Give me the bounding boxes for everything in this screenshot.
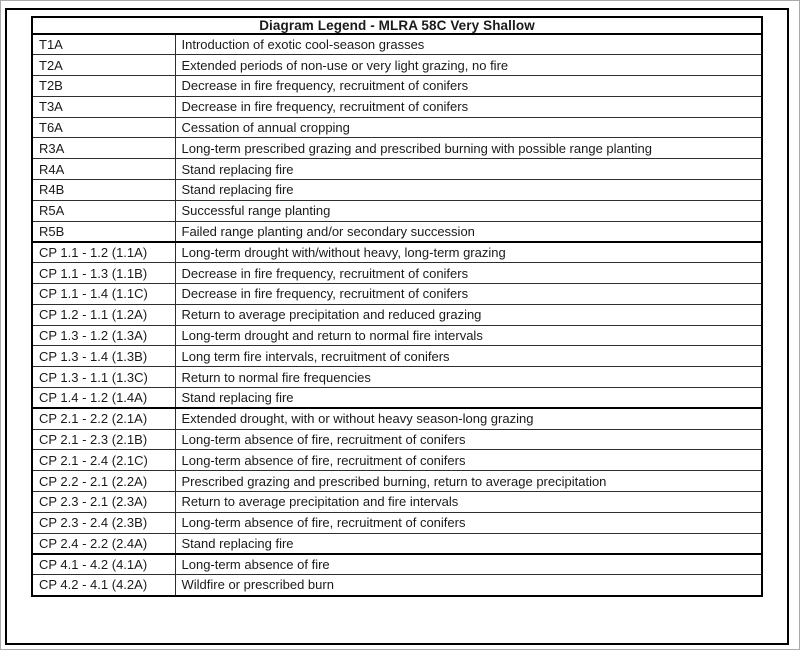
table-row bbox=[32, 575, 762, 596]
table-row bbox=[32, 533, 762, 554]
legend-code-cell: CP 2.3 - 2.1 (2.3A) bbox=[32, 492, 175, 513]
legend-description-cell: Prescribed grazing and prescribed burning, return to average precipitation bbox=[175, 471, 762, 492]
legend-code-cell: CP 1.1 - 1.4 (1.1C) bbox=[32, 284, 175, 305]
legend-code-cell: CP 4.2 - 4.1 (4.2A) bbox=[32, 575, 175, 596]
legend-description-cell: Introduction of exotic cool-season grasses bbox=[175, 34, 762, 55]
table-row bbox=[32, 304, 762, 325]
legend-description-cell: Extended drought, with or without heavy season-long grazing bbox=[175, 408, 762, 429]
legend-description-cell: Stand replacing fire bbox=[175, 388, 762, 409]
table-row bbox=[32, 263, 762, 284]
legend-description-cell: Long-term absence of fire, recruitment of conifers bbox=[175, 512, 762, 533]
table-row bbox=[32, 159, 762, 180]
legend-description-cell: Long-term drought with/without heavy, long-term grazing bbox=[175, 242, 762, 263]
legend-description-cell: Long-term absence of fire, recruitment of conifers bbox=[175, 429, 762, 450]
table-row bbox=[32, 471, 762, 492]
legend-title-row bbox=[32, 17, 762, 34]
table-row bbox=[32, 242, 762, 263]
diagram-legend-table bbox=[31, 16, 763, 597]
table-row bbox=[32, 76, 762, 97]
table-row bbox=[32, 221, 762, 242]
table-row bbox=[32, 55, 762, 76]
legend-description-cell: Successful range planting bbox=[175, 200, 762, 221]
legend-code-cell: R4A bbox=[32, 159, 175, 180]
legend-description-cell: Long-term drought and return to normal fire intervals bbox=[175, 325, 762, 346]
legend-code-cell: CP 2.4 - 2.2 (2.4A) bbox=[32, 533, 175, 554]
legend-description-cell: Decrease in fire frequency, recruitment of conifers bbox=[175, 96, 762, 117]
legend-description-cell: Stand replacing fire bbox=[175, 533, 762, 554]
legend-description-cell: Long term fire intervals, recruitment of conifers bbox=[175, 346, 762, 367]
table-row bbox=[32, 200, 762, 221]
legend-code-cell: CP 2.3 - 2.4 (2.3B) bbox=[32, 512, 175, 533]
legend-code-cell: CP 1.2 - 1.1 (1.2A) bbox=[32, 304, 175, 325]
legend-code-cell: CP 2.1 - 2.2 (2.1A) bbox=[32, 408, 175, 429]
legend-code-cell: R4B bbox=[32, 180, 175, 201]
legend-code-cell: CP 1.4 - 1.2 (1.4A) bbox=[32, 388, 175, 409]
table-row bbox=[32, 34, 762, 55]
table-row bbox=[32, 388, 762, 409]
legend-description-cell: Stand replacing fire bbox=[175, 159, 762, 180]
legend-table-body bbox=[32, 34, 762, 596]
table-row bbox=[32, 346, 762, 367]
legend-description-cell: Stand replacing fire bbox=[175, 180, 762, 201]
legend-code-cell: CP 1.3 - 1.2 (1.3A) bbox=[32, 325, 175, 346]
legend-description-cell: Long-term absence of fire bbox=[175, 554, 762, 575]
table-row bbox=[32, 96, 762, 117]
legend-code-cell: T3A bbox=[32, 96, 175, 117]
legend-description-cell: Long-term prescribed grazing and prescribed burning with possible range planting bbox=[175, 138, 762, 159]
table-row bbox=[32, 450, 762, 471]
table-row bbox=[32, 554, 762, 575]
table-row bbox=[32, 284, 762, 305]
table-row bbox=[32, 325, 762, 346]
legend-code-cell: T1A bbox=[32, 34, 175, 55]
table-row bbox=[32, 492, 762, 513]
legend-code-cell: CP 2.1 - 2.4 (2.1C) bbox=[32, 450, 175, 471]
legend-code-cell: CP 1.3 - 1.4 (1.3B) bbox=[32, 346, 175, 367]
legend-description-cell: Decrease in fire frequency, recruitment of conifers bbox=[175, 284, 762, 305]
table-row bbox=[32, 408, 762, 429]
legend-code-cell: R5A bbox=[32, 200, 175, 221]
legend-code-cell: R3A bbox=[32, 138, 175, 159]
legend-description-cell: Return to normal fire frequencies bbox=[175, 367, 762, 388]
table-row bbox=[32, 512, 762, 533]
legend-description-cell: Decrease in fire frequency, recruitment of conifers bbox=[175, 76, 762, 97]
legend-code-cell: CP 1.1 - 1.3 (1.1B) bbox=[32, 263, 175, 284]
legend-description-cell: Extended periods of non-use or very light grazing, no fire bbox=[175, 55, 762, 76]
legend-code-cell: CP 1.3 - 1.1 (1.3C) bbox=[32, 367, 175, 388]
legend-description-cell: Failed range planting and/or secondary succession bbox=[175, 221, 762, 242]
table-row bbox=[32, 117, 762, 138]
table-row bbox=[32, 429, 762, 450]
legend-description-cell: Return to average precipitation and fire intervals bbox=[175, 492, 762, 513]
legend-description-cell: Return to average precipitation and reduced grazing bbox=[175, 304, 762, 325]
legend-description-cell: Wildfire or prescribed burn bbox=[175, 575, 762, 596]
legend-description-cell: Cessation of annual cropping bbox=[175, 117, 762, 138]
legend-code-cell: CP 4.1 - 4.2 (4.1A) bbox=[32, 554, 175, 575]
table-row bbox=[32, 180, 762, 201]
legend-code-cell: CP 2.1 - 2.3 (2.1B) bbox=[32, 429, 175, 450]
legend-code-cell: T6A bbox=[32, 117, 175, 138]
legend-code-cell: T2B bbox=[32, 76, 175, 97]
legend-title: Diagram Legend - MLRA 58C Very Shallow bbox=[32, 17, 762, 34]
legend-code-cell: CP 2.2 - 2.1 (2.2A) bbox=[32, 471, 175, 492]
legend-code-cell: CP 1.1 - 1.2 (1.1A) bbox=[32, 242, 175, 263]
table-row bbox=[32, 138, 762, 159]
legend-code-cell: T2A bbox=[32, 55, 175, 76]
table-row bbox=[32, 367, 762, 388]
legend-description-cell: Decrease in fire frequency, recruitment of conifers bbox=[175, 263, 762, 284]
legend-code-cell: R5B bbox=[32, 221, 175, 242]
legend-description-cell: Long-term absence of fire, recruitment of conifers bbox=[175, 450, 762, 471]
